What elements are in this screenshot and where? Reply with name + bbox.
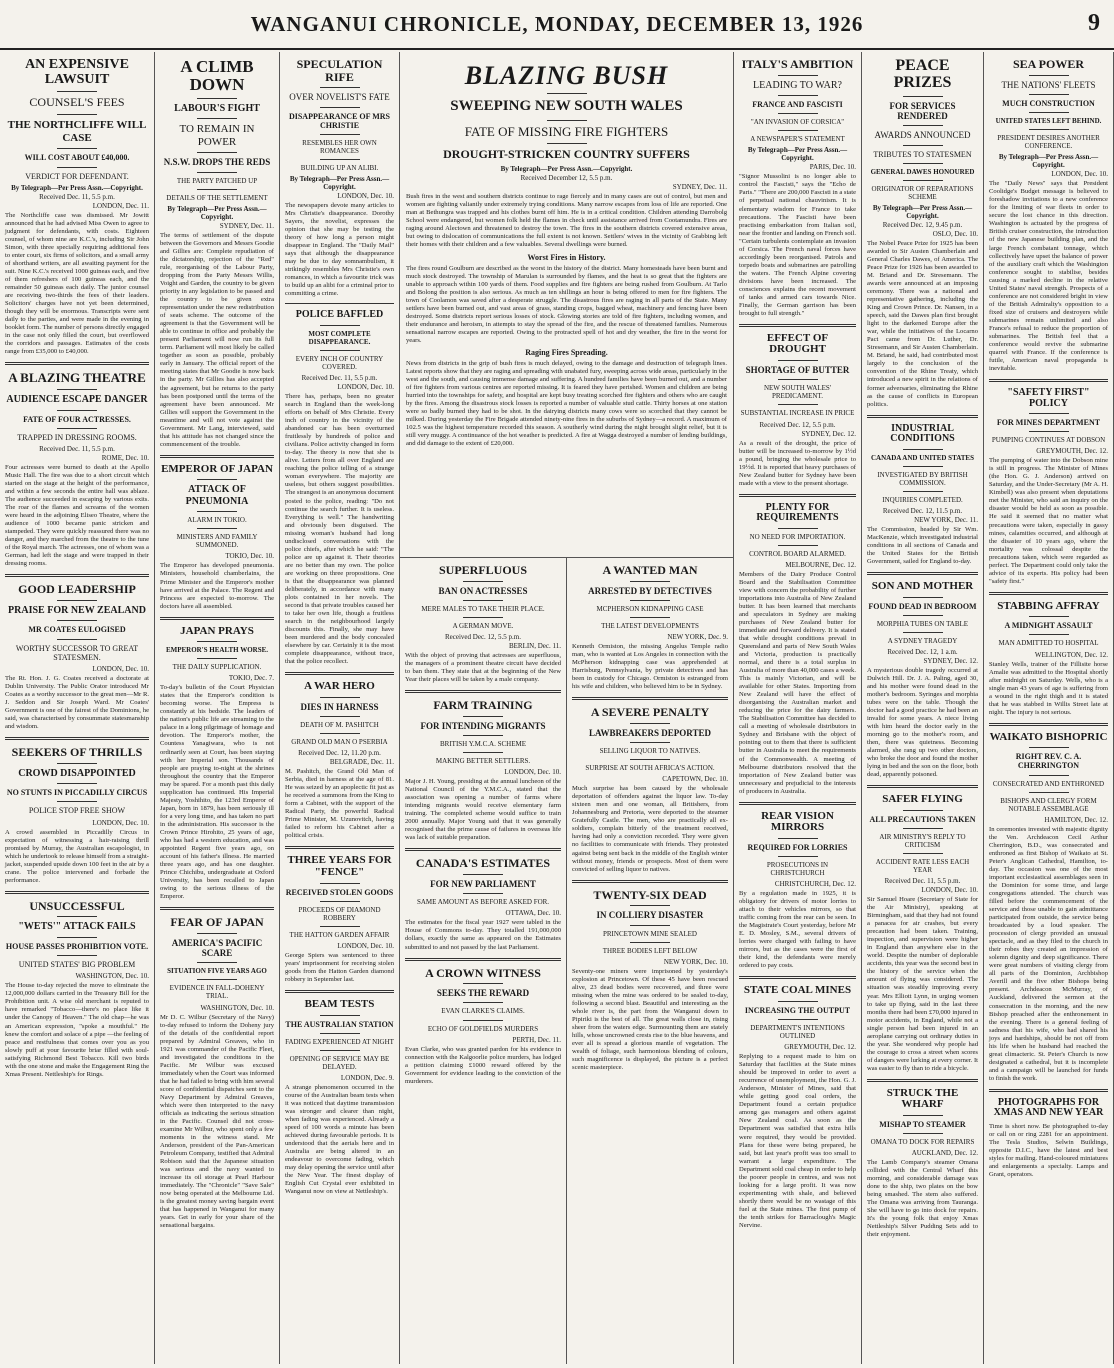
headline: BEAM TESTS bbox=[304, 997, 375, 1010]
dateline: ROME, Dec. 10. bbox=[101, 453, 149, 462]
headline: EFFECT OF DROUGHT bbox=[766, 331, 829, 356]
article-body: As a result of the drought, the price of butter will be increased to-morrow by 1½d a pound, bringing the wholesale price to 19½d. It is reported that heavy purchases of New Zealand butter for Sydney have been made with a view to the present shortage. bbox=[739, 439, 856, 487]
headline: UNSUCCESSFUL bbox=[29, 898, 125, 913]
deck: THE PARTY PATCHED UP bbox=[176, 176, 258, 185]
article-body: In ceremonies invested with majestic dignity the Ven. Archdeacon Cecil Arthur Cherrington, B.D., was consecrated and enthroned as first Bishop of Waikato at St. Peter's Anglican Cathedral, Hamilton, to-day. The occasion was one of the most important ecclesiastical assemblages seen in the Dominion for some time, and large congregations attended. The church was filled before the commencement of the service and those unable to gain admittance participated from outside, the service being broadcasted by a loud speaker. The procession of clergy provided an unusual spectacle, and as they filed to the church in their robes they created an impression of solemn dignity and deep significance. There were great numbers of visiting clergy from all parts of the Dominion, Archbishop Averill and the five other Bishops being present. Archdeacon McMurray, of Auckland, delivered the sermon at the consecration in the morning, and the new Bishop preached after the enthronement in the evening. There is a general feeling of sadness that his wife, who had shared his joys and hardships, should be not off from his life when he husband had reached the great climacteric. St. Peter's Church is now designated a cathedral, but it is incomplete and a campaign will be launched for funds to finish the work. bbox=[989, 825, 1108, 1082]
received: Received Dec. 12, 5.5 p.m. bbox=[759, 420, 836, 429]
deck: INVESTIGATED BY BRITISH COMMISSION. bbox=[877, 470, 968, 487]
headline: INDUSTRIAL CONDITIONS bbox=[890, 422, 955, 445]
deck: RIGHT REV. C. A. CHERRINGTON bbox=[1015, 752, 1082, 771]
deck: LEADING TO WAR? bbox=[753, 79, 842, 91]
deck: CONTROL BOARD ALARMED. bbox=[749, 549, 846, 558]
article-body: The Northcliffe case was dismissed. Mr Jowitt announced that he had advised Miss Owen to agree to judgment for defendants, with costs. Eighteen counsel, of whom nine are K.C.'s, including Sir John Simon, with three specially requiring additional fees to enter court, six firms of solicitors, and a small army of shorthand writers, are all awaiting payment for the suit. Nine K.C.'s received 1000 guineas each, and five of them refreshers of 100 guineas each, and the remainder 50 guineas each daily. The junior counsel are receiving two-thirds the fees of their leaders. Solicitors' charges have not yet been determined, though they will be enormous. Transcripts were sent daily to the parties, and were made in the evening in booklet form. The number of persons directly engaged in the case not only filled the court, but overflowed the corridors and passages. Estimates of the costs range from £35,000 to £40,000. bbox=[5, 211, 149, 356]
masthead bbox=[0, 0, 1114, 50]
deck: LAWBREAKERS DEPORTED bbox=[589, 727, 711, 738]
headline: TWENTY-SIX DEAD bbox=[593, 887, 707, 902]
dateline: LONDON, Dec. 10. bbox=[504, 768, 561, 777]
deck: THE LATEST DEVELOPMENTS bbox=[601, 621, 699, 630]
dateline: LONDON, Dec. 10. bbox=[92, 818, 149, 827]
article-body: To-day's bulletin of the Court Physician states that the Emperor's condition is becoming worse. The Empress is constantly at his bedside. The leaders of the nation's public life are streaming to the palace in a long pilgrimage of homage and devotion. The Emperor's mother, the Countess Yanagiwara, who is not ordinarily seen at Court, has been staying with her Imperial son. Thousands of people are praying to-night at the shrines throughout the country that the Emperor may be spared. For a month past this daily supplication has continued. His Imperial Majesty, Yoshihito, the 123rd Emperor of Japan, born in 1879, has been seriously ill for a very long time, and has taken no part in the administration. His successor is the Crown Prince Hirohito, 25 years of age, who has had a western education, and was appointed Regent five years ago, on account of his father's illness. He married three years ago, and has one daughter. Prince Chichibu, undergraduate at Oxford University, has been recalled to Japan owing to the serious illness of the Emperor. bbox=[160, 684, 274, 901]
headline: GOOD LEADERSHIP bbox=[18, 582, 136, 597]
deck: PRINCETOWN MINE SEALED bbox=[603, 929, 697, 938]
deck: INQUIRIES COMPLETED. bbox=[882, 495, 963, 504]
column-1 bbox=[0, 52, 155, 1364]
deck: MR COATES EULOGISED bbox=[28, 625, 126, 635]
dateline: PARIS, Dec. 10. bbox=[809, 163, 856, 172]
headline: A CROWN WITNESS bbox=[425, 965, 541, 980]
received: Received Dec. 12, 11.20 p.m. bbox=[298, 749, 381, 758]
dateline: SYDNEY, Dec. 12. bbox=[801, 429, 856, 438]
article-body: There has, perhaps, been no greater search in England than the week-long efforts on behalf of Mrs Christie. Every inch of country in the vicinity of the abandoned car has been overturned fruitlessly by hundreds of police and civilians. Police activity changed in form to-day. The theory is now that she is alive. Letters from all over England are reaching the police telling of a strange woman everywhere. The majority are useless, but others suggest possibilities. The strangest is an anonymous document posted to the police, reading: "Do not continue the search further. It is useless. Everything is well." The handwriting and obviously been disguised. The missing woman's husband had long undisclosed conversations with the police chiefs, after which he said: "The police are up against it. Their theories are no better than my own. The police are working on three propositions. One is that the disappearance was planned deliberately, in accordance with many plots contained in her novels. The second is that private troubles caused her to take her own life, though a fruitless search in the neighbourhood largely discounts this. Finally, she may have been murdered and the body concealed elsewhere by car. Certainly it is the most complete disappearance, without trace, that the police recollect. bbox=[285, 393, 394, 666]
deck: OVER NOVELIST'S FATE bbox=[289, 92, 390, 103]
deck: IN COLLIERY DISASTER bbox=[596, 910, 704, 921]
column-4a bbox=[400, 557, 567, 1364]
deck: DETAILS OF THE SETTLEMENT bbox=[166, 193, 268, 202]
column-2 bbox=[155, 52, 280, 1364]
article-body: The "Daily News" says that President Coolidge's Budget message is believed to foreshadow invitations to a new conference for the limiting of war fleets in order to secure the lost chance in this direction. Washington is actuated by the progress of British cruiser construction, the introduction of the new Japanese building plan, and the large French combatant tonnage, which collectively have upset the balance of power of the auxiliary craft which the Washington conference sought to stabilise, besides causing a marked decline in the relative United States' naval strength. Prospects of a conference are not considered bright in view of the British Admiralty's opposition to a fixed size of cruisers and destroyers while submarines remain unlimited and also France's refusal to reduce the proportion of submarines. The British feel that a conference would revive the submarine quarrel with France. If the conference is futile, American naval propaganda is inevitable. bbox=[989, 180, 1108, 372]
article-body: Sir Samuel Hoare (Secretary of State for the Air Ministry), speaking at Birmingham, said that they had not found a panacea for air crashes, but every precaution had been taken. Training, inspection, and supervision were higher in England than anywhere else in the world. Despite the number of deplorable accidents, this year was the second best in the history of the service when the amount of flying was considered. The situation was steadily improving every year. Mrs Elliott Lynn, in urging women to take up flying, said in the last three months there had been £70,000 injured in motor accidents, in England, while not a single person had been injured in an aeroplane carrying out ordinary duties in the year. She wondered why people had the courage to cross a street when scores of dangers were lurking at every corner. It was easier to fly than to ride a bicycle. bbox=[867, 896, 978, 1072]
headline: STATE COAL MINES bbox=[743, 984, 852, 997]
dateline: BERLIN, Dec. 11. bbox=[508, 642, 561, 651]
dateline: NEW YORK, Dec. 9. bbox=[667, 633, 728, 642]
deck: THE NORTHCLIFFE WILL CASE bbox=[7, 119, 147, 144]
article-body: Bush fires in the west and southern districts continue to rage fiercely and in many cases are out of control, but men and women are fighting valiantly under extremely trying conditions. Many narrow escapes from loss of life are reported. One man at Bethungra was trapped and his clothes burnt off him. He is in a critical condition. Children attending Darrobolg School were endangered, but women folk held the flames in check until assistance arrived from Cootamundra. Fires are raging around Alectown and threatened to destroy the town. The fires in the southern districts covered extensive areas, but owing to dislocation of communications the full extent is not known. Settlers' wives in the vicinity of Grabbing left their homes with their children and a few valuables. Several dwellings were burned. bbox=[406, 193, 727, 249]
article-body: The pumping of water into the Dobson mine is still in progress. The Minister of Mines (the Hon. G. J. Anderson) arrived on Saturday, and the Under-Secretary (Mr A. H. Kimbell) was also present when deputations met the Minister, who said an inquiry on the disaster would be held as soon as possible. He said it seemed that no matter what precautions were taken, especially in gassy mines, calamities occurred, and although at the disaster of 10 years ago, where the mortality was colossal despite the precautions taken, which were regarded as perfect. The Department could only take the advice of its experts. His policy had been "safety first." bbox=[989, 457, 1108, 585]
deck: TRIBUTES TO STATESMEN bbox=[873, 149, 972, 159]
deck: SURPRISE AT SOUTH AFRICA'S ACTION. bbox=[585, 764, 715, 773]
deck: SHORTAGE OF BUTTER bbox=[745, 365, 850, 376]
byline: By Telegraph—Per Press Assn.—Copyright. bbox=[11, 183, 143, 192]
column-5 bbox=[734, 52, 862, 1364]
deck: WORTHY SUCCESSOR TO GREAT STATESMEN. bbox=[15, 643, 139, 662]
deck: FOR INTENDING MIGRANTS bbox=[420, 720, 546, 731]
received: Received Dec. 12, 5.5 p.m. bbox=[444, 633, 521, 642]
deck: NO NEED FOR IMPORTATION. bbox=[749, 532, 846, 541]
headline: PHOTOGRAPHS FOR XMAS AND NEW YEAR bbox=[993, 1096, 1104, 1119]
dateline: BELGRADE, Dec. 11. bbox=[329, 758, 394, 767]
dateline: TOKIO, Dec. 7. bbox=[228, 674, 274, 683]
column-6 bbox=[862, 52, 984, 1364]
dateline: LONDON, Dec. 10. bbox=[337, 941, 394, 950]
article-body: The newspapers devote many articles to Mrs Christie's disappearance. Dorothy Sayers, the novelist, expresses the opinion that she may be testing the theory of how long a person might disappear in England. The "Daily Mail" says that although the disappearance may be due to day somnambulism, it strikingly resembles Mrs Christie's own romances, in which a favourite trick was to build up an alibi for a criminal prior to committing a crime. bbox=[285, 202, 394, 298]
deck: FOR MINES DEPARTMENT bbox=[996, 418, 1101, 428]
deck: SUBSTANTIAL INCREASE IN PRICE bbox=[740, 409, 855, 418]
deck: THE HATTON GARDEN AFFAIR bbox=[289, 930, 390, 939]
deck: NEW SOUTH WALES' PREDICAMENT. bbox=[763, 384, 832, 401]
deck: THE NATIONS' FLEETS bbox=[1001, 79, 1096, 90]
deck: THREE BODIES LEFT BELOW bbox=[602, 946, 698, 955]
deck: TRAPPED IN DRESSING ROOMS. bbox=[17, 432, 137, 442]
deck: A GERMAN MOVE. bbox=[452, 621, 514, 630]
dateline: NEW YORK, Dec. 10. bbox=[663, 957, 728, 966]
dateline: SYDNEY, Dec. 11. bbox=[219, 221, 274, 230]
article-body: By a regulation made in 1925, it is obligatory for drivers of motor lorries to attach to their vehicles mirrors, so that traffic coming from the rear can be seen. In the Magistrate's Court yesterday, before Mr E. D. Mosley, S.M., several drivers of lorries were charged with failing to have mirrors, but as the cases were the first of their kind, the defendants were merely ordered to pay costs. bbox=[739, 890, 856, 970]
deck: CANADA AND UNITED STATES bbox=[870, 453, 974, 462]
deck: MOST COMPLETE DISAPPEARANCE. bbox=[308, 329, 371, 346]
dateline: LONDON, Dec. 11. bbox=[92, 201, 149, 210]
deck: AUDIENCE ESCAPE DANGER bbox=[6, 394, 148, 406]
article-body: The Emperor has developed pneumonia. Ministers, household chamberlains, the Prime Minister and the Emperor's mother have arrived at the Palace. The Regent and Princess are expected to-morrow. The doctors have all assembled. bbox=[160, 562, 274, 610]
deck: DROUGHT-STRICKEN COUNTRY SUFFERS bbox=[443, 147, 690, 162]
headline: ITALY'S AMBITION bbox=[741, 57, 854, 71]
deck: NO STUNTS IN PICCADILLY CIRCUS bbox=[6, 788, 148, 798]
headline: SUPERFLUOUS bbox=[438, 563, 527, 577]
headline: SAFER FLYING bbox=[882, 793, 963, 806]
headline: FEAR OF JAPAN bbox=[170, 915, 264, 930]
article-body: The Commission, headed by Sir Wm. MacKenzie, which investigated industrial conditions in all sections of Canada and the United States for the British Government, sailed for England to-day. bbox=[867, 525, 978, 565]
headline: A BLAZING THEATRE bbox=[8, 370, 146, 386]
deck: MORPHIA TUBES ON TABLE bbox=[876, 619, 969, 628]
received: Received Dec. 12, 1 a.m. bbox=[887, 647, 958, 656]
dateline: WASHINGTON, Dec. 10. bbox=[200, 1003, 274, 1012]
headline: JAPAN PRAYS bbox=[180, 624, 254, 637]
deck: LABOUR'S FIGHT bbox=[174, 102, 260, 114]
headline: THREE YEARS FOR "FENCE" bbox=[287, 854, 392, 878]
deck: ARRESTED BY DETECTIVES bbox=[588, 585, 712, 596]
deck: OMANA TO DOCK FOR REPAIRS bbox=[870, 1138, 975, 1147]
deck: OPENING OF SERVICE MAY BE DELAYED. bbox=[289, 1054, 390, 1071]
deck: DISAPPEARANCE OF MRS CHRISTIE bbox=[288, 111, 391, 130]
deck: POLICE STOP FREE SHOW bbox=[28, 806, 126, 816]
byline: By Telegraph—Per Press Assn.—Copyright. bbox=[500, 165, 633, 174]
deck: "AN INVASION OF CORSICA" bbox=[750, 118, 845, 127]
deck: COUNSEL'S FEES bbox=[29, 95, 125, 110]
article-body: Replying to a request made to him on Saturday that facilities at the State mines should be improved in order to avert a recurrence of unemployment, the Hon. G. J. Anderson, Minister of Mines, said that while getting good coal orders, the Department found a certain prejudice among gas managers and others against New Zealand coal. As soon as the Department was satisfied that extra hills were required, they would be provided. Plans for these were being prepared, he said, but last year's profit was too small to warrant a large expenditure. The Department sold coal cheap in order to help the poorer people in centres, and was not looking for a large profit. It was now experimenting with shale, and believed shortly there would be no wastage of this fuel at the State mines. The first pump of the tenth strikes for Barraclough's Magic Nervine. bbox=[739, 1053, 856, 1229]
byline: By Telegraph—Per Press Assn.—Copyright. bbox=[167, 204, 267, 221]
deck: EVIDENCE IN FALL-DOHENY TRIAL. bbox=[169, 984, 265, 1001]
deck: MAN ADMITTED TO HOSPITAL bbox=[998, 639, 1099, 648]
headline: EMPEROR OF JAPAN bbox=[161, 462, 273, 475]
deck: FOR SERVICES RENDERED bbox=[889, 100, 956, 121]
lead-headline: BLAZING BUSH bbox=[464, 61, 669, 90]
article-body: Major J. H. Young, presiding at the annual luncheon of the National Council of the Y.M.C.A., stated that the association was opening a number of farms where intending migrants would receive elementary farm training. The completed scheme would suffice to train 2000 annually. Major Young said that it was generally recognised that the prime cause of failures in overseas life was lack of suitable preparation. bbox=[405, 778, 561, 842]
received: Received December 12, 5.5 p.m. bbox=[520, 174, 613, 183]
article-body: With the object of proving that actresses are superfluous, the managers of a prominent theatre circuit have decided to ban them. They state that at the beginning of the New Year their places will be taken by a male company. bbox=[405, 652, 561, 684]
deck: WILL COST ABOUT £40,000. bbox=[24, 153, 130, 163]
article-body: Four actresses were burned to death at the Apollo Music Hall. The fire was due to a short circuit which started on the stage at the height of the performance, and within a few seconds the entire hall was ablaze. The audience succeeded in escaping by various exits. The roar of the flames and screams of the women were heard in the adjoining Eliseo Theatre, where the audience of 1000 became panic stricken and stampeded. They were quickly reassured there was no danger, and they marched from the theatre to the tune of the Royal march. The actresses, one of whom was a German, had left the stage and were trapped in their dressing rooms. bbox=[5, 463, 149, 568]
received: Received Dec. 12, 11.5 p.m. bbox=[882, 506, 963, 515]
received: Received Dec. 12, 9.45 p.m. bbox=[882, 220, 963, 229]
article-body: Time is short now. Be photographed to-day or call on or ring 2281 for an appointment. The Tesla Studios, Selwin Buildings, opposite D.I.C., have the latest and best styles for mailing. Hand-coloured miniatures and enlargements a specialty. Lamps and Grant, operators. bbox=[989, 1122, 1108, 1178]
deck: CROWD DISAPPOINTED bbox=[18, 767, 136, 779]
article-body: A mysterious double tragedy occurred at Dulwich Hill. Dr. J. A. Paling, aged 30, and his mother were found dead in the mother's bedroom. Syringes and morphia tubes were on the table. Though the doctor had a good practice he had been an invalid for some years. A niece living with him heard the doctor early in the morning go to the mother's room, and then, there was quietness. Becoming alarmed, she rang up two other doctors, who broke the door and found the mother lying in bed and the son on the floor, both dead, apparently poisoned. bbox=[867, 666, 978, 779]
dateline: OSLO, Dec. 10. bbox=[932, 229, 978, 238]
headline: AN EXPENSIVE LAWSUIT bbox=[25, 57, 129, 87]
deck: PRESIDENT DESIRES ANOTHER CONFERENCE. bbox=[997, 134, 1100, 151]
deck: MERE MALES TO TAKE THEIR PLACE. bbox=[421, 604, 545, 613]
deck: VERDICT FOR DEFENDANT. bbox=[25, 171, 129, 181]
page-number: 9 bbox=[1088, 10, 1100, 36]
headline: A CLIMB DOWN bbox=[180, 57, 254, 94]
column-7 bbox=[984, 52, 1114, 1364]
dateline: AUCKLAND, Dec. 12. bbox=[911, 1149, 978, 1158]
dateline: SYDNEY, Dec. 11. bbox=[672, 183, 727, 192]
dateline: LONDON, Dec. 10. bbox=[921, 886, 978, 895]
headline: A WAR HERO bbox=[304, 680, 375, 693]
received: Received Dec. 11, 5.5 p.m. bbox=[884, 877, 961, 886]
deck: AWARDS ANNOUNCED bbox=[874, 130, 971, 141]
deck: INCREASING THE OUTPUT bbox=[744, 1005, 851, 1015]
dateline: SYDNEY, Dec. 12. bbox=[923, 656, 978, 665]
dateline: LONDON, Dec. 10. bbox=[1051, 170, 1108, 179]
deck: GENERAL DAWES HONOURED bbox=[870, 167, 975, 176]
deck: BISHOPS AND CLERGY FORM NOTABLE ASSEMBLAGE bbox=[1000, 796, 1097, 813]
deck: FOUND DEAD IN BEDROOM bbox=[868, 601, 977, 611]
deck: AIR MINISTRY'S REPLY TO CRITICISM bbox=[879, 832, 966, 849]
headline: SPECULATION RIFE bbox=[296, 57, 383, 84]
deck: PRAISE FOR NEW ZEALAND bbox=[8, 604, 146, 616]
deck: SEEKS THE REWARD bbox=[436, 988, 530, 999]
article-body: M. Pashitch, the Grand Old Man of Serbia, died in harness at the age of 81. He was seized by an apoplectic fit just as he received a summons from the King to form a Cabinet, with the support of the Radical Party, the powerful Radical Prime Minister, M. Uzunovitch, having failed to reform his Cabinet after a political crisis. bbox=[285, 768, 394, 840]
headline: PEACE PRIZES bbox=[893, 57, 952, 91]
headline: SEEKERS OF THRILLS bbox=[11, 745, 143, 760]
article-body: Stanley Wells, trainer of the Fillisite horse Amalie was admitted to the Hospital shortly after midnight on Saturday. Wells, who is a single man 43 years of age is suffering from a wound in the right thigh and it is stated that he was stabbed in Willis Street late at night. The injury is not serious. bbox=[989, 660, 1108, 716]
headline: STRUCK THE WHARF bbox=[886, 1086, 959, 1111]
deck: BAN ON ACTRESSES bbox=[438, 585, 528, 596]
deck: MUCH CONSTRUCTION bbox=[1002, 98, 1095, 108]
deck: MAKING BETTER SETTLERS. bbox=[435, 757, 531, 766]
deck: BRITISH Y.M.C.A. SCHEME bbox=[440, 740, 526, 749]
headline: SEA POWER bbox=[1012, 57, 1084, 71]
byline: By Telegraph—Per Press Assn.—Copyright. bbox=[998, 153, 1099, 170]
deck: RECEIVED STOLEN GOODS bbox=[285, 887, 394, 897]
headline: WAIKATO BISHOPRIC bbox=[989, 730, 1108, 743]
dateline: WASHINGTON, Dec. 10. bbox=[75, 972, 149, 981]
headline: STABBING AFFRAY bbox=[997, 599, 1100, 612]
masthead-title: WANGANUI CHRONICLE, MONDAY, DECEMBER 13, 1926 bbox=[250, 12, 864, 36]
column-3 bbox=[280, 52, 400, 1364]
subhead: Raging Fires Spreading. bbox=[525, 347, 608, 357]
headline: CANADA'S ESTIMATES bbox=[415, 856, 551, 871]
byline: By Telegraph—Per Press Assn.—Copyright. bbox=[872, 203, 973, 220]
article-body: The House to-day rejected the move to eliminate the 12,000,000 dollars carried in the Treasury Bill for the Prohibition unit. A wise old merchant is reputed to have remarked "Tobacco—there's no place like it under the Canopy of Heaven." The old chap—he was an American expression, "spoke a mouthful." He knew the comfort and solace of a pipe —the feeling of peace and restfulness that comes over you as you slowly puff at your favourite briar filled with soul-satisfying Richmond Best Tobacco. Kill two birds with the one stone and make the Engagement Ring the Xmas Present. Nettleship's for Rings. bbox=[5, 982, 149, 1078]
deck: REQUIRED FOR LORRIES bbox=[747, 842, 848, 852]
dateline: LONDON, Dec. 10. bbox=[337, 383, 394, 392]
deck: MISHAP TO STEAMER bbox=[879, 1119, 966, 1129]
headline: POLICE BAFFLED bbox=[295, 309, 384, 321]
received: Received Dec. 11, 5.5 p.m. bbox=[301, 374, 378, 383]
dateline: GREYMOUTH, Dec. 12. bbox=[784, 1043, 856, 1052]
deck: PROSECUTIONS IN CHRISTCHURCH bbox=[766, 860, 829, 877]
received: Received Dec. 11, 5.5 p.m. bbox=[39, 444, 115, 453]
deck: ATTACK OF PNEUMONIA bbox=[185, 484, 249, 507]
headline: FARM TRAINING bbox=[433, 698, 533, 713]
dateline: LONDON, Dec. 10. bbox=[92, 664, 149, 673]
deck: A MIDNIGHT ASSAULT bbox=[1004, 621, 1093, 631]
deck: "WETS'" ATTACK FAILS bbox=[18, 921, 136, 933]
deck: BUILDING UP AN ALIBI. bbox=[300, 164, 379, 172]
deck: HOUSE PASSES PROHIBITION VOTE. bbox=[5, 941, 149, 951]
received: Received Dec. 11, 5.5 p.m. bbox=[39, 192, 115, 201]
deck: A NEWSPAPER'S STATEMENT bbox=[750, 135, 845, 144]
deck: ALARM IN TOKIO. bbox=[187, 516, 247, 525]
headline: SON AND MOTHER bbox=[871, 579, 974, 592]
deck: DEATH OF M. PASHITCH bbox=[300, 721, 379, 730]
headline: A SEVERE PENALTY bbox=[590, 705, 710, 720]
deck: EVERY INCH OF COUNTRY COVERED. bbox=[295, 355, 384, 372]
dateline: CAPETOWN, Dec. 10. bbox=[662, 775, 728, 784]
byline: By Telegraph—Per Press Assn.—Copyright. bbox=[289, 175, 390, 192]
dateline: LONDON, Dec. 10. bbox=[337, 192, 394, 201]
dateline: MELBOURNE, Dec. 12. bbox=[785, 560, 856, 569]
headline: PLENTY FOR REQUIREMENTS bbox=[756, 501, 839, 524]
deck: A SYDNEY TRAGEDY bbox=[887, 636, 958, 645]
article-body: The estimates for the fiscal year 1927 were tabled in the House of Commons to-day. They totalled 191,000,000 dollars, exactly the same as appeared on the Estimates submitted to and not passed by the last Parliament. bbox=[405, 919, 561, 951]
article-body: Evan Clarke, who was granted pardon for his evidence in connection with the Kalgoorlie police murders, has lodged a petition claiming £1000 reward offered by the Government for evidence leading to the conviction of the murderers. bbox=[405, 1045, 561, 1085]
deck: FADING EXPERIENCED AT NIGHT bbox=[285, 1037, 394, 1046]
dateline: TOKIO, Dec. 10. bbox=[225, 552, 274, 561]
deck: GRAND OLD MAN O PSERBIA bbox=[291, 738, 388, 747]
deck: ECHO OF GOLDFIELDS MURDERS bbox=[427, 1024, 539, 1033]
article-body: George Spiers was sentenced to three years' imprisonment for receiving stolen goods from the Hatton Garden diamond robbery in September last. bbox=[285, 951, 394, 983]
deck: N.S.W. DROPS THE REDS bbox=[163, 157, 271, 168]
article-body: The terms of settlement of the dispute between the Governors and Messrs Goodie and Gillies are: Complete repudiation of the dictatorship, rejection of the "Red" rule, reorganising of the Labour Party, dropping from the Party Messrs Willis, Voight and Garden, the country to be given priority in any legislation to be passed and the country to be given extra representation under the new redistribution of seats scheme. The outcome of the agreement is that the Government will be able to continue in office and probably the present Parliament will now run its full term. Parliament will most likely be called together as soon as possible, probably early in January. The official report of the meeting states that Mr Goodie is now back in the party. Mr Gillies has also accepted the agreement, but he returns to the party has been postponed until the terms of the agreement have been announced. Mr Gillies will support the Government in the meantime and will not vote against the Government. Mr Lang, interviewed, said that his attitude has not changed since the commencement of the trouble. bbox=[160, 231, 274, 448]
article-body: Members of the Dairy Produce Control Board and the Stabilisation Committee view with concern the probability of further importations into Australia of New Zealand butter. It has been learned that merchants and speculators in Sydney are making purchases of New Zealand butter for immediate and forward delivery. It is stated that while drought conditions prevail in Queensland and parts of New South Wales and Victoria, production is practically normal, and there is a total surplus in Australia of more than 40,000 cases a week. This is mainly Victorian, and will be available for other States. Importing from New Zealand will have the effect of disorganising the Australian market and reducing the price for the dairy farmers. The Stabilisation Committee has decided to call a meeting of wholesale distributors in Sydney and Brisbane with the object of pointing out to them that there is sufficient butter in Australia to meet the requirements of the Commonwealth. A meeting of Melbourne distributors resolved that the importation of New Zealand butter was unnecessary and prejudicial to the interests of producers in Australia. bbox=[739, 570, 856, 795]
deck: THE AUSTRALIAN STATION bbox=[285, 1019, 394, 1029]
dateline: CHRISTCHURCH, Dec. 12. bbox=[774, 880, 856, 889]
article-body: "Signor Mussolini is no longer able to control the Fascisti," says the "Echo de Paris." "There are 200,000 Fascisti in a state of perpetual national chauvinism. It is elementary wisdom for France to take precautions. The Fascisti have been practising embarkation from Italian soil, near the frontier and landing on French soil. "Certain turbulents contemplate an invasion of Corsica. The French naval forces have accordingly been reorganised. Patrols and torpedo boats and submarines are patrolling the waters. The French Alpine covering divisions have been increased. The consciences explains the recent movement of tanks and armed cars towards Nice. Finally, the German garrison has been brought to full strength." bbox=[739, 173, 856, 317]
article-body: The fires round Goulburn are described as the worst in the history of the district. Many homesteads have been burnt and much stock destroyed. The township of Marulan is surrounded by flames, and the heat is so great that the fighters are unable to approach within 100 yards of them. Food supplies and fire fighters are being rushed from Goulburn. At Tarlo and Bolong the position is also serious. As much as ten shillings an hour is being offered to men for fire fighters. The town of Coolamon was saved after a desperate struggle. The disastrous fires are raging in all parts of the State. Many settlers have been burned out, and vast areas of grass, standing crops, bagged wheat, machinery and fencing have been destroyed. Some districts report serious losses of stock. Glowing stories are told of fire fighters, including women, and their endurance and heroism, in attempts to stay the spread of the fire, and the rescue of threatened families. Numerous sensational narrow escapes are reported. Owing to the protracted spell of hot and dry weather, the fire in the worst for years. bbox=[406, 264, 727, 344]
deck: DEPARTMENT'S INTENTIONS OUTLINED bbox=[750, 1024, 845, 1041]
lead-story bbox=[400, 52, 734, 557]
deck: TO REMAIN IN POWER bbox=[179, 123, 255, 148]
article-body: News from districts in the grip of bush fires is much delayed, owing to the damage and destruction of telegraph lines. Latest reports show that they are raging and spreading with unabated fury, sweeping across wide areas, particularly in the west and the south, and causing immense damage and suffering. A hundred families have been burned out, and a number of fire fighters from various centres are reported missing. It is feared they have perished. Women and children are being hurried into the townships for safety, and hospital are kept busy treating scorched fire fighters and others who are caught by the fires. Among the disastrous stock losses is reported a number of valuable stud cattle. Thirty horses at one station were so badly burned they had to be shot. In the dairying districts many cows were so scorched that they cannot be milked. During yesterday the Fire Brigade attended ninety-nine fires in the suburbs of Sydney—a record. A maximum of 102.5 was the highest temperature recorded this season. A southerly wind during the night brought slight relief, but it is still very muggy. A continuance of the hot weather is predicted. A fire at Wagga destroyed a number of lending buildings, and did damage to the extent of £20,000. bbox=[406, 359, 727, 448]
deck: THE DAILY SUPPLICATION. bbox=[172, 663, 262, 672]
deck: SWEEPING NEW SOUTH WALES bbox=[450, 98, 683, 115]
headline: REAR VISION MIRRORS bbox=[761, 809, 834, 834]
dateline: HAMILTON, Dec. 12. bbox=[1044, 815, 1108, 824]
article-body: A strange phenomenon occurred in the course of the Australian beam tests when it was noticed that daytime transmission was stronger and clearer than night, when fading was experienced. Already a speed of 100 words a minute has been achieved during favourable periods. It is understood that the aerials here and in Australia are being altered in an endeavour to overcome fading, which may delay opening the service until after the New Year. The finest display of English Cut Crystal ever exhibited in Wanganui now on view at Nettleship's. bbox=[285, 1083, 394, 1196]
deck: RESEMBLES HER OWN ROMANCES bbox=[302, 138, 377, 155]
headline: A WANTED MAN bbox=[602, 563, 698, 577]
dateline: GREYMOUTH, Dec. 12. bbox=[1036, 447, 1108, 456]
deck: FATE OF MISSING FIRE FIGHTERS bbox=[464, 123, 669, 139]
article-body: Kenneth Ormiston, the missing Angelus Temple radio man, who is wanted at Los Angeles in connection with the McPherson kidnapping case was apprehended at Harrisburg, Pennsylvania, by private detectives and has been in custody for Chicago. Ormiston is estranged from his wife and children, who believed him to be in Sydney. bbox=[572, 643, 728, 691]
deck: SAME AMOUNT AS BEFORE ASKED FOR. bbox=[416, 898, 550, 907]
article-body: Seventy-one miners were imprisoned by yesterday's explosion at Princetown. Of these 45 have been rescued alive, 23 dead bodies were recovered, and three were missing when the mine was ordered to be sealed to-day, following a second blast. Beautiful and interesting as the whole river is, the part from the Wanganui down to Pipiriki is the best of all. The great walls close in, rising sheer from the waters edge. Surmounting them are stately hills, whose uncrowned crests rise to the blue heavens, and ever all is spread a glorious mantle of vegetation. The wealth of foliage, such harmonious blending of colours, such magnificence is displayed, the picture is a perfect scenic masterpiece. bbox=[572, 967, 728, 1071]
dateline: NEW YORK, Dec. 11. bbox=[914, 515, 978, 524]
deck: FOR NEW PARLIAMENT bbox=[430, 879, 536, 890]
deck: MCPHERSON KIDNAPPING CASE bbox=[596, 604, 704, 613]
deck: CONSECRATED AND ENTHRONED bbox=[992, 779, 1105, 788]
deck: UNITED STATES' BIG PROBLEM bbox=[18, 960, 136, 970]
deck: PROCEEDS OF DIAMOND ROBBERY bbox=[298, 905, 381, 922]
article-body: The Lamb Company's steamer Omana collided with the Central Wharf this morning, and considerable damage was done to the ship, two plates on the bow being smashed. The stem also suffered. The Omana was arriving from Tauranga. She will have to go into dock for repairs. It's the young folk that enjoy Xmas Nettleship's Silver Pudding Sets add to their enjoyment. bbox=[867, 1159, 978, 1239]
byline: By Telegraph—Per Press Assn.—Copyright. bbox=[747, 146, 848, 163]
deck: ORIGINATOR OF REPARATIONS SCHEME bbox=[871, 184, 974, 201]
deck: EMPEROR'S HEALTH WORSE. bbox=[165, 646, 269, 655]
article-body: Much surprise has been caused by the wholesale deportation of offenders against the liquor law. To-day sixteen men and one woman, all Britishers, from Johannesburg and Pretoria, were deported to the steamer Gratefully Castle. The men, who are practically all ex-soldiers, complain bitterly of the treatment received, having had only a conviction recorded. They were given no facilities to communicate with friends. They protested against being sent back in the middle of the English winter without money, friends or prospects. Most of them were convicted of selling liquor to natives. bbox=[572, 785, 728, 873]
article-body: The Rt. Hon. J. G. Coates received a doctorate at Dublin University. The Public Orator introduced Mr Coates as a worthy successor to the great men—Mr R. J. Seddon and Sir Joseph Ward. Mr Coates' Government is one of the fairest of the Dominions, he said, was characterised by consummate statesmanship and wisdom. bbox=[5, 674, 149, 731]
dateline: PERTH, Dec. 11. bbox=[512, 1035, 561, 1044]
deck: MINISTERS AND FAMILY SUMMONED. bbox=[176, 533, 258, 550]
deck: ALL PRECAUTIONS TAKEN bbox=[869, 814, 976, 824]
dateline: WELLINGTON, Dec. 12. bbox=[1034, 650, 1108, 659]
deck: EVAN CLARKE'S CLAIMS. bbox=[441, 1007, 525, 1016]
deck: FRANCE AND FASCISTI bbox=[752, 100, 843, 110]
deck: DIES IN HARNESS bbox=[300, 701, 379, 712]
article-body: The Nobel Peace Prize for 1925 has been awarded to Sir Austen Chamberlain and General Charles Dawes, of America. The Peace Prize for 1926 has been awarded to M. Briand and Dr. Stresemann. The awards were announced at an imposing ceremony. There was a national and representative gathering, including the King and Crown Prince. Dr. Nansen, in a speech, said the Dawes plan first brought light to the darkened Europe after the war, while the initiatives of the Locarno Pact came from Dr. Luther, Dr. Stresemann, and Sir Austen Chamberlain. M. Briand, he said, had contributed most largely to the conclusion of the convention of the Rhine Treaty, which introduced a new spirit in the relations of former adversaries, eliminating the Rhine as the cause of conflicts in European politics. bbox=[867, 239, 978, 408]
deck: AMERICA'S PACIFIC SCARE bbox=[171, 937, 263, 959]
headline: "SAFETY FIRST" POLICY bbox=[1007, 387, 1090, 409]
dateline: OTTAWA, Dec. 10. bbox=[505, 909, 561, 918]
article-body: A crowd assembled in Piccadilly Circus in expectation of witnessing a hair-raising thrill promised by Murray, the Australian escapologist, in which he undertook to release himself from a straight-jacket, suspended upside down 100 feet in the air by a crane. The police intervened and forbade the performance. bbox=[5, 828, 149, 884]
deck: SITUATION FIVE YEARS AGO bbox=[167, 967, 267, 976]
deck: PUMPING CONTINUES AT DOBSON bbox=[991, 436, 1106, 445]
dateline: LONDON, Dec. 9. bbox=[340, 1073, 394, 1082]
deck: FATE OF FOUR ACTRESSES. bbox=[23, 414, 131, 424]
deck: SELLING LIQUOR TO NATIVES. bbox=[599, 747, 701, 756]
column-4b bbox=[567, 557, 734, 1364]
subhead: Worst Fires in History. bbox=[527, 252, 606, 262]
deck: UNITED STATES LEFT BEHIND. bbox=[995, 117, 1102, 126]
article-body: Mr D. C. Wilbur (Secretary of the Navy) to-day refused to inform the Doheny jury of the details of the confidential report prepared by Admiral Greaves, who in 1921 was commander of the Pacific Fleet, and investigated the conditions in the Pacific. Mr Wilbur was excused immediately when the Court was informed that he had failed to bring with him several score of confidential dispatches sent to the Navy Department by Admiral Greaves, which were then interpreted to the navy officials as indicating the serious situation in the Pacific. Counsel did not cross-examine Mr Wilbur, who spent only a few moments in the witness stand. Mr Anderson, president of the Pan-American Petroleum Company, testified that Admiral Robison said that the Japanese situation was serious and the navy wanted to increase its oil storage at Pearl Harbour immediately. The "Chronicle" "Save Sale" now being operated at the Melbourne Ltd. is the greatest money saving bargain event that has happened in Wanganui for many years. Get in early for your share of the sensational bargains. bbox=[160, 1013, 274, 1230]
deck: ACCIDENT RATE LESS EACH YEAR bbox=[875, 858, 970, 875]
